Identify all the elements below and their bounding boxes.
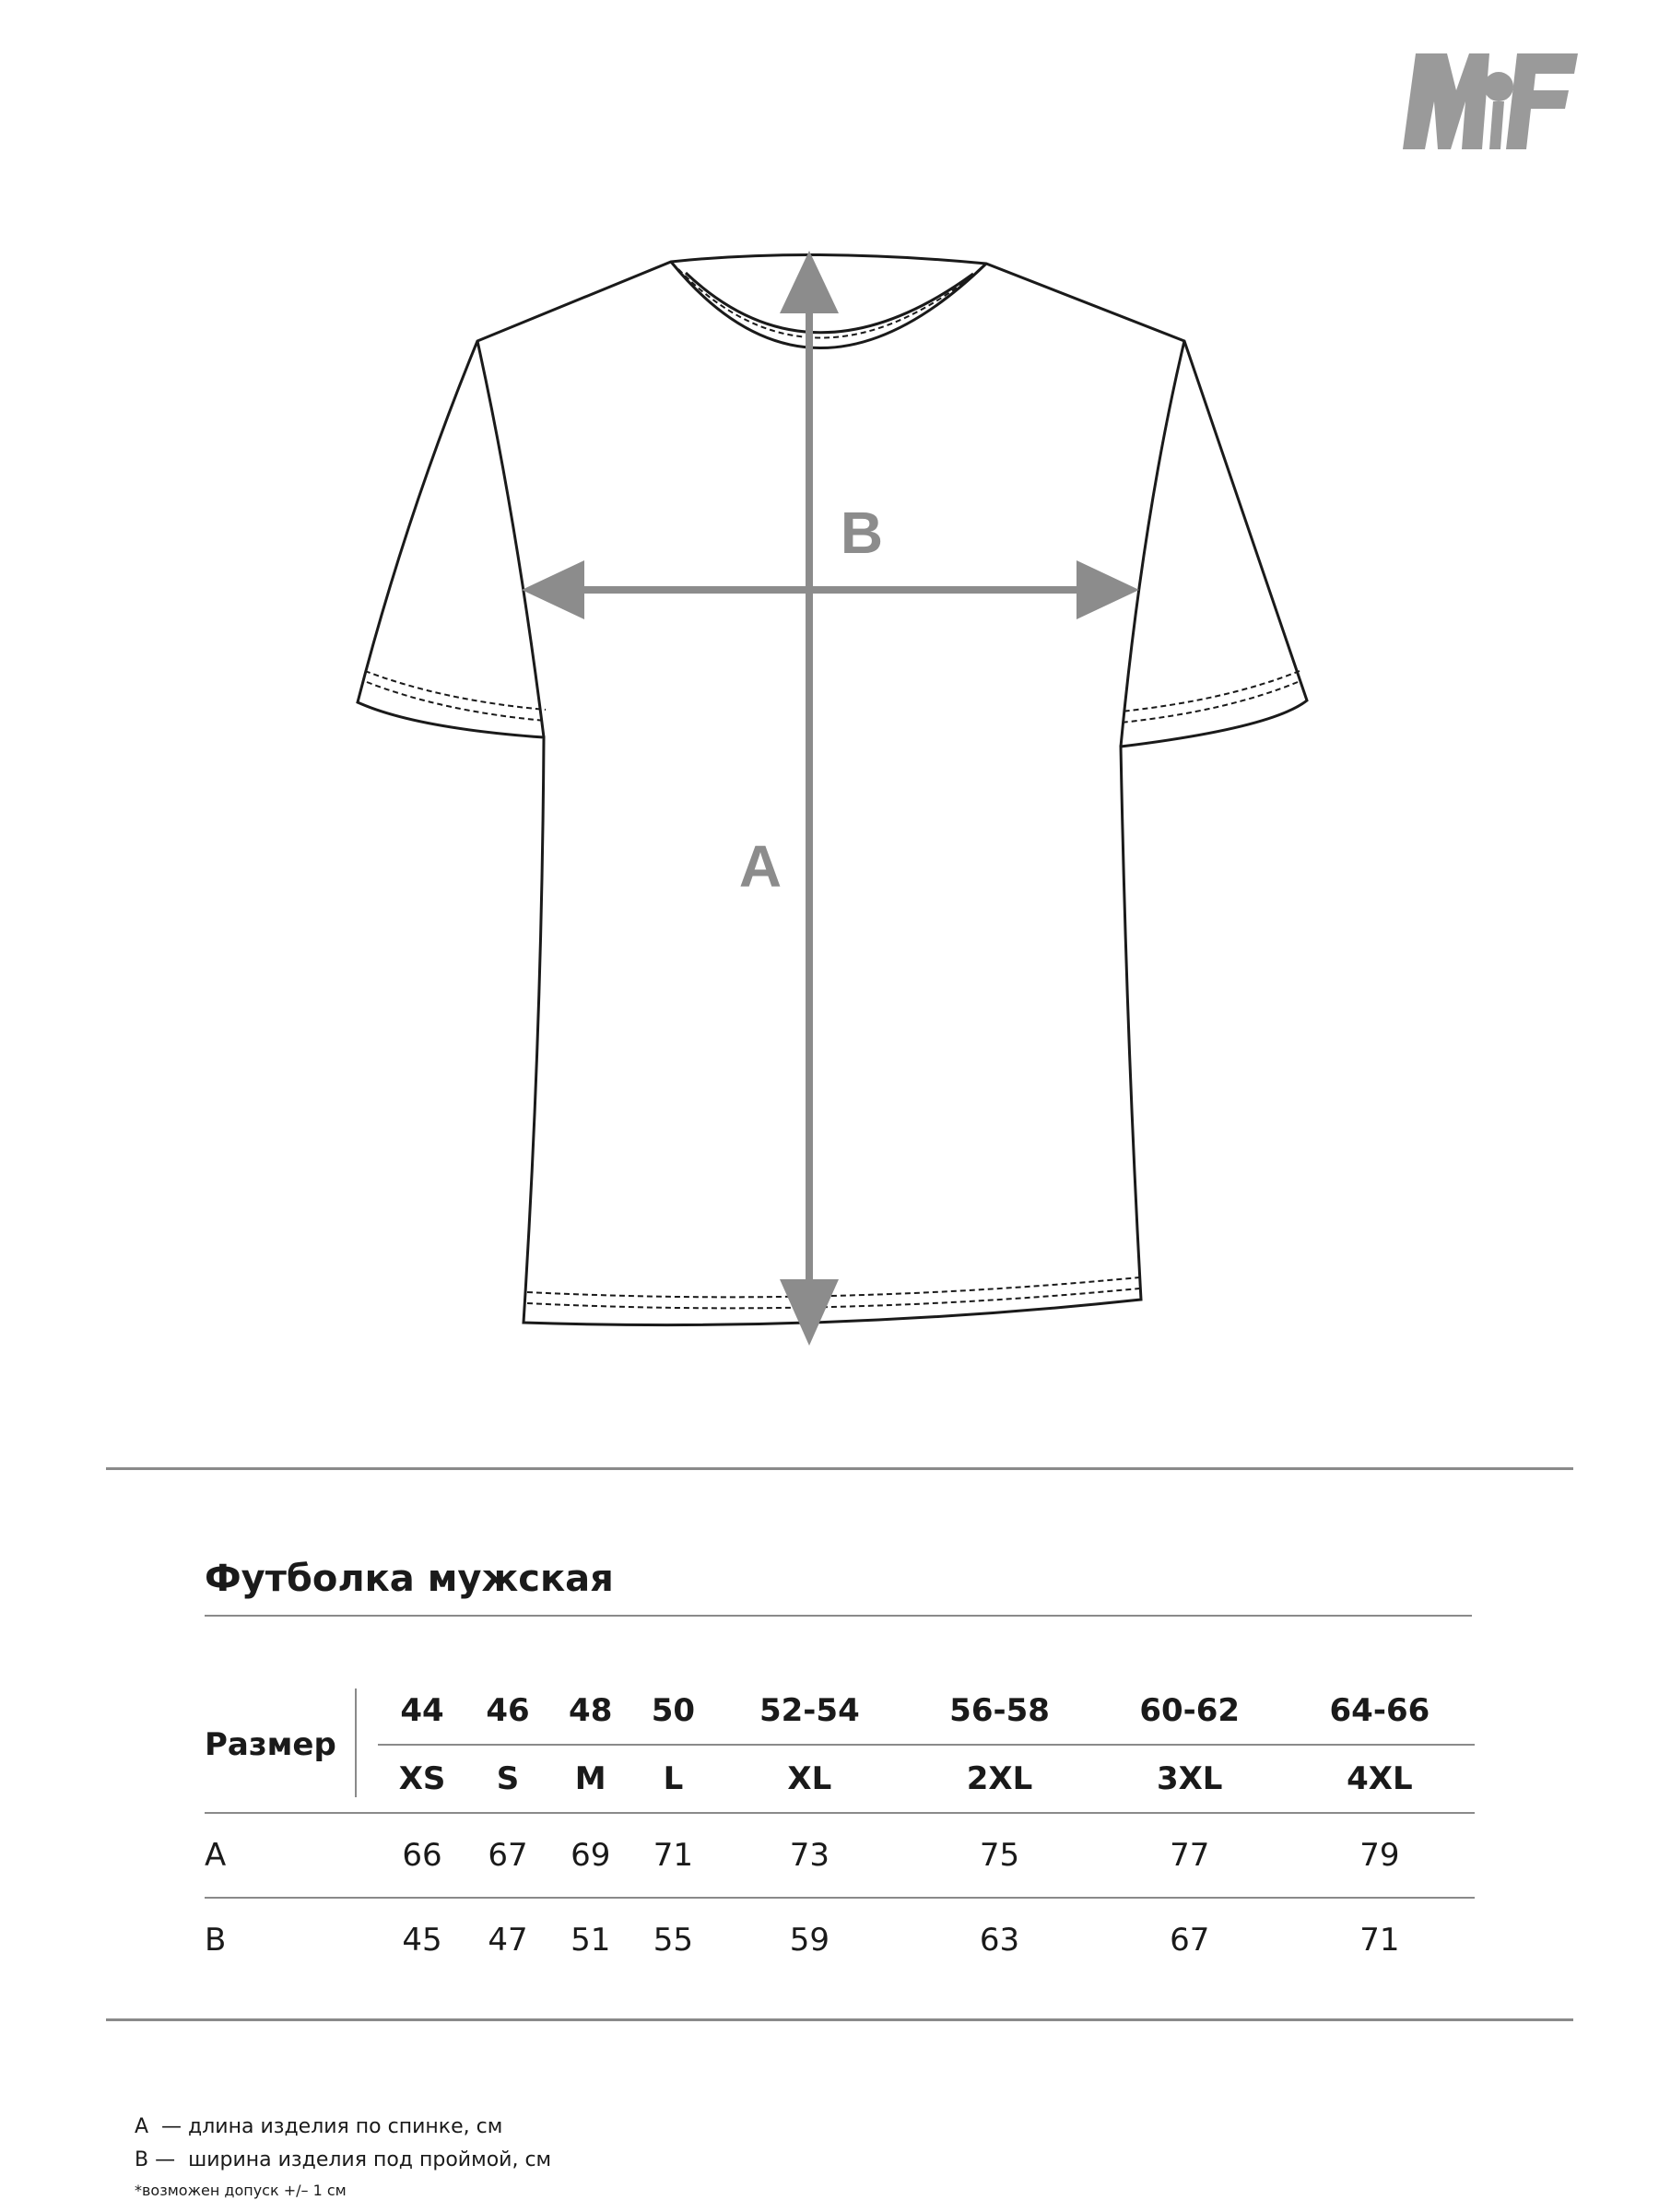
ru-size: 44 [400,1692,444,1729]
intl-size: XS [378,1745,466,1813]
intl-size: L [632,1745,715,1813]
ru-size: 46 [486,1692,530,1729]
title-underline [205,1615,1472,1617]
label-b: B [840,500,884,566]
table-cell: 59 [714,1898,904,1982]
ru-size: 64-66 [1329,1692,1430,1729]
ru-size: 56-58 [949,1692,1050,1729]
table-cell: 77 [1095,1813,1285,1898]
table-cell: 75 [904,1813,1094,1898]
table-cell: 67 [1095,1898,1285,1982]
notes [135,2111,551,2205]
note-b: B — ширина изделия под проймой, см [135,2148,552,2171]
ru-size: 60-62 [1139,1692,1241,1729]
top-divider [106,1467,1573,1470]
label-a: A [738,833,782,900]
size-header: Размер [205,1726,336,1763]
ru-size-row [205,1677,1475,1745]
table-cell: 71 [1285,1898,1475,1982]
ru-size: 52-54 [759,1692,860,1729]
row-label: B [205,1898,361,1982]
table-cell: 67 [466,1813,549,1898]
intl-size: 4XL [1285,1745,1475,1813]
bottom-divider [106,2018,1573,2021]
intl-size: 2XL [904,1745,1094,1813]
table-row [205,1898,1475,1982]
header-separator [355,1688,357,1797]
size-table [205,1677,1475,1982]
table-title: Футболка мужская [205,1558,614,1600]
intl-size: XL [714,1745,904,1813]
ru-size: 50 [651,1692,696,1729]
table-cell: 66 [378,1813,466,1898]
table-cell: 45 [378,1898,466,1982]
table-cell: 51 [549,1898,632,1982]
ru-size: 48 [569,1692,613,1729]
table-row [205,1813,1475,1898]
table-cell: 79 [1285,1813,1475,1898]
note-a: A — длина изделия по спинке, см [135,2115,503,2138]
width-arrow [522,560,1139,619]
table-cell: 47 [466,1898,549,1982]
intl-size-row [205,1745,1475,1813]
intl-size: 3XL [1095,1745,1285,1813]
table-cell: 69 [549,1813,632,1898]
table-cell: 55 [632,1898,715,1982]
table-cell: 71 [632,1813,715,1898]
intl-size: M [549,1745,632,1813]
table-cell: 63 [904,1898,1094,1982]
row-label: A [205,1813,361,1898]
table-cell: 73 [714,1813,904,1898]
tshirt-outline [358,254,1307,1324]
note-tolerance: *возможен допуск +/– 1 см [135,2182,347,2199]
length-arrow [780,251,839,1346]
intl-size: S [466,1745,549,1813]
